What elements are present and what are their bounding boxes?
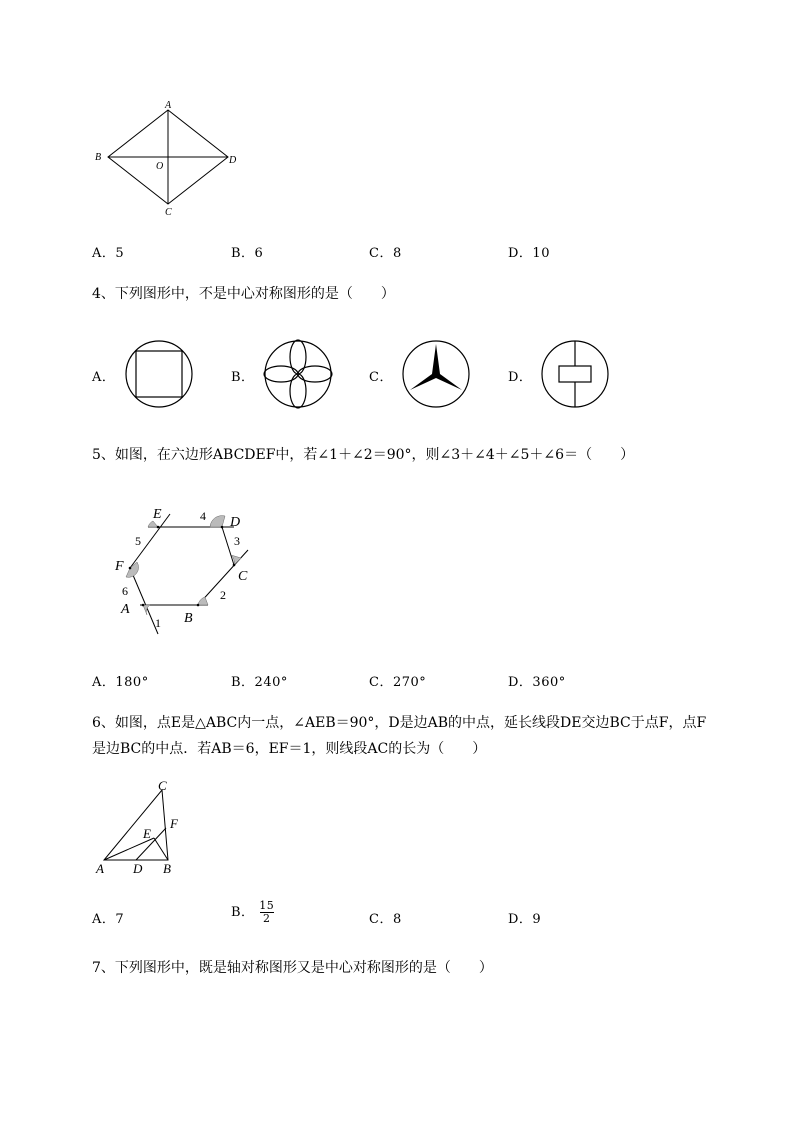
hex-label-f: F	[115, 559, 124, 574]
q3-option-a[interactable]: A．5	[92, 246, 125, 261]
q4-figure-a	[123, 338, 195, 410]
q4-option-c[interactable]: C．	[369, 370, 393, 385]
tri-label-e: E	[143, 826, 151, 841]
tri-label-a: A	[96, 861, 104, 876]
angle-1-label: 1	[155, 616, 161, 630]
q6-text-line2: 是边BC的中点．若AB＝6，EF＝1，则线段AC的长为（ ）	[92, 741, 487, 757]
triangle-figure	[92, 778, 202, 878]
fraction	[259, 900, 274, 925]
q3-option-d[interactable]: D．10	[508, 246, 550, 261]
label-c: C	[165, 207, 172, 218]
tri-label-f: F	[170, 816, 178, 831]
q6-option-b-letter: B．	[231, 905, 255, 920]
q3-option-c[interactable]: C．8	[369, 246, 402, 261]
hex-label-e: E	[153, 507, 162, 522]
q3-option-b[interactable]: B．6	[231, 246, 264, 261]
angle-2-label: 2	[220, 588, 226, 602]
hexagon-figure	[110, 500, 260, 640]
hex-label-b: B	[184, 611, 193, 626]
hex-label-d: D	[230, 515, 241, 530]
q5-option-a[interactable]: A．180°	[92, 675, 149, 690]
hex-label-a: A	[121, 602, 130, 617]
q4-option-a[interactable]: A．	[92, 370, 116, 385]
q6-option-a[interactable]: A．7	[92, 912, 125, 927]
tri-label-d: D	[133, 861, 143, 876]
q5-option-b[interactable]: B．240°	[231, 675, 288, 690]
angle-4-label: 4	[200, 509, 206, 523]
q4-text: 4、下列图形中，不是中心对称图形的是（ ）	[92, 286, 395, 302]
q5-option-c[interactable]: C．270°	[369, 675, 427, 690]
label-o: O	[156, 161, 164, 172]
fraction-denominator: 2	[262, 912, 271, 925]
q6-text-line1: 6、如图，点E是△ABC内一点，∠AEB＝90°，D是边AB的中点，延长线段DE交边BC于点F，点F	[92, 715, 707, 731]
q6-option-d[interactable]: D．9	[508, 912, 542, 927]
q6-option-c[interactable]: C．8	[369, 912, 402, 927]
hex-label-c: C	[238, 569, 248, 584]
q5-option-d[interactable]: D．360°	[508, 675, 566, 690]
angle-3-label: 3	[234, 534, 240, 548]
label-b: B	[95, 152, 102, 163]
rhombus-figure	[90, 95, 250, 225]
q4-option-b[interactable]: B．	[231, 370, 255, 385]
q4-figure-c	[400, 338, 472, 410]
angle-6-label: 6	[122, 584, 128, 598]
label-a: A	[165, 100, 172, 111]
q5-text: 5、如图，在六边形ABCDEF中，若∠1＋∠2＝90°，则∠3＋∠4＋∠5＋∠6＝（ ）	[92, 447, 635, 463]
q4-option-d[interactable]: D．	[508, 370, 533, 385]
angle-5-label: 5	[135, 534, 141, 548]
label-d: D	[229, 155, 237, 166]
q4-figure-d	[539, 338, 611, 410]
q6-option-b[interactable]	[231, 900, 274, 925]
q7-text: 7、下列图形中，既是轴对称图形又是中心对称图形的是（ ）	[92, 960, 493, 976]
q4-figure-b	[262, 338, 334, 410]
tri-label-c: C	[158, 778, 167, 793]
tri-label-b: B	[163, 861, 171, 876]
fraction-numerator: 15	[259, 899, 275, 912]
